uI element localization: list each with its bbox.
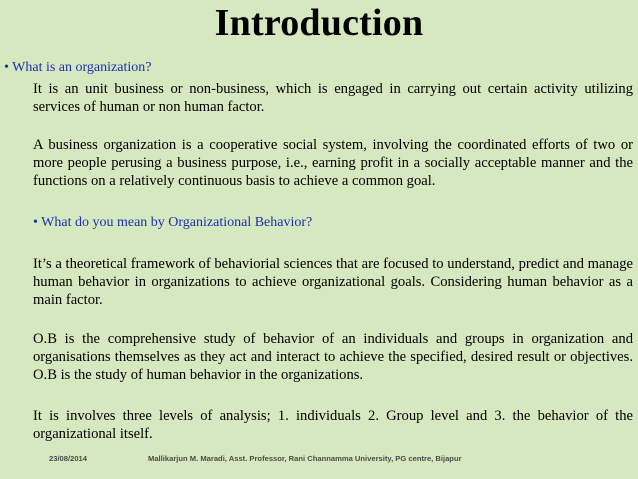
paragraph-organization-definition: It is an unit business or non-business, which is engaged in carrying out certain activity utilizing services of human or non human factor. (33, 81, 633, 115)
paragraph-levels-of-analysis: It is involves three levels of analysis; 1. individuals 2. Group level and 3. the behavior of the organizational itself. (33, 408, 633, 442)
question-organizational-behavior: • What do you mean by Organizational Behavior? (33, 215, 313, 230)
footer-date: 23/08/2014 (49, 454, 88, 463)
footer-author: Mallikarjun M. Maradi, Asst. Professor, Rani Channamma University, PG centre, Bijapur (148, 454, 462, 463)
paragraph-ob-study: O.B is the comprehensive study of behavior of an individuals and groups in organization and organisations themselves as they act and interact to achieve the specified, desired result or objectives. O.B is the study of human behavior in the organizations. (33, 331, 633, 383)
paragraph-business-organization: A business organization is a cooperative social system, involving the coordinated efforts of two or more people perusing a business purpose, i.e., earning profit in a socially acceptable manner and the functions on a relatively continuous basis to achieve a common goal. (33, 137, 633, 189)
paragraph-theoretical-framework: It’s a theoretical framework of behaviorial sciences that are focused to understand, predict and manage human behavior in organizations to achieve organizational goals. Considering human behavior as a main factor. (33, 256, 633, 308)
slide-title: Introduction (214, 2, 424, 44)
question-what-is-organization: • What is an organization? (4, 60, 152, 75)
